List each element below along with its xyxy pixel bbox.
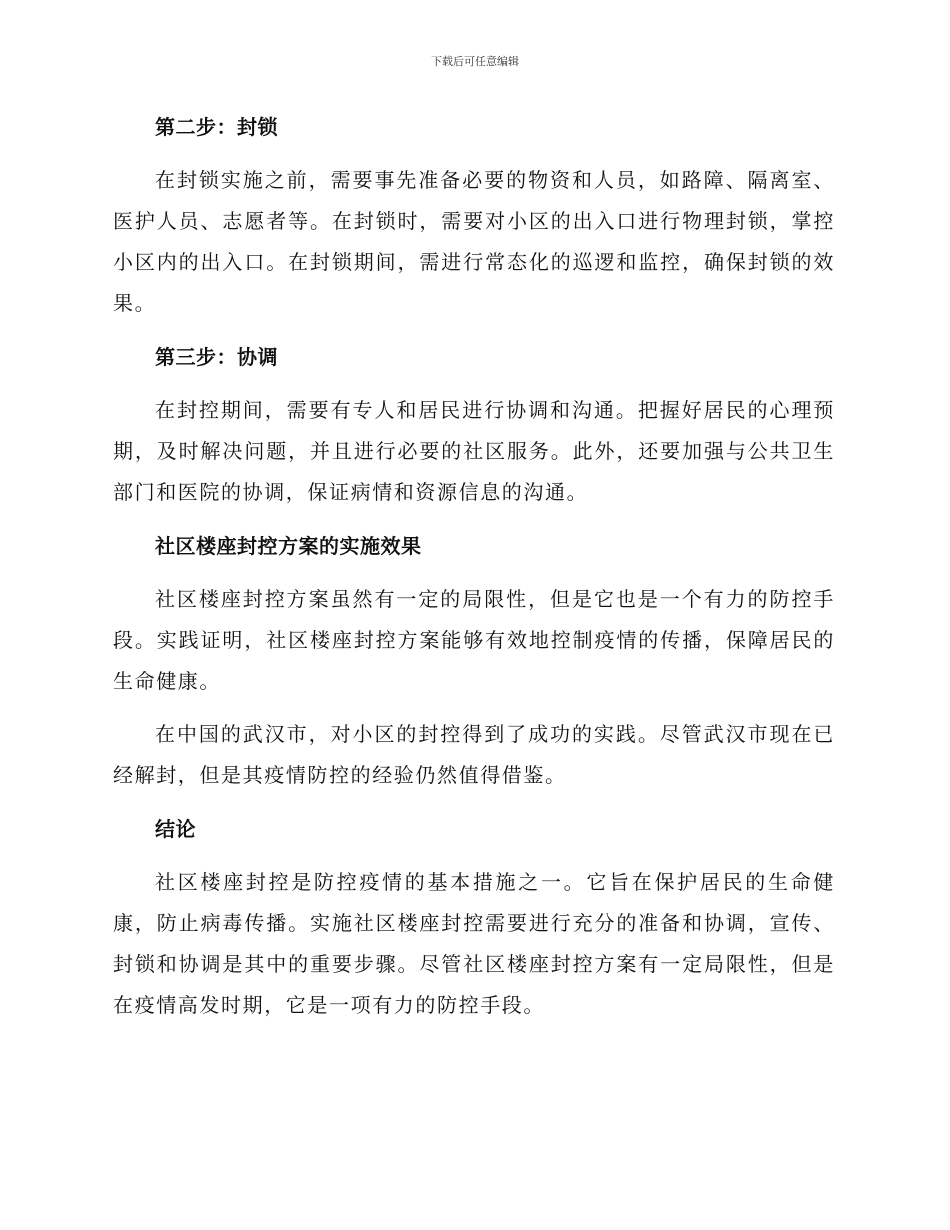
document-body <box>113 106 835 1038</box>
section-heading-effects: 社区楼座封控方案的实施效果 <box>155 534 422 558</box>
section-heading-step-three: 第三步：协调 <box>155 345 278 369</box>
paragraph-effects-2: 在中国的武汉市，对小区的封控得到了成功的实践。尽管武汉市现在已经解封，但是其疫情防控的经验仍然值得借鉴。 <box>113 722 835 787</box>
section-heading-conclusion: 结论 <box>155 817 196 841</box>
paragraph-effects-1: 社区楼座封控方案虽然有一定的局限性，但是它也是一个有力的防控手段。实践证明，社区楼座封控方案能够有效地控制疫情的传播，保障居民的生命健康。 <box>113 587 835 693</box>
paragraph-step-three: 在封控期间，需要有专人和居民进行协调和沟通。把握好居民的心理预期，及时解决问题，并且进行必要的社区服务。此外，还要加强与公共卫生部门和医院的协调，保证病情和资源信息的沟通。 <box>113 398 835 504</box>
section-heading-step-two: 第二步：封锁 <box>155 115 278 139</box>
paragraph-step-two: 在封锁实施之前，需要事先准备必要的物资和人员，如路障、隔离室、医护人员、志愿者等。在封锁时，需要对小区的出入口进行物理封锁，掌控小区内的出入口。在封锁期间，需进行常态化的巡逻和监控，确保封锁的效果。 <box>113 168 835 315</box>
paragraph-conclusion: 社区楼座封控是防控疫情的基本措施之一。它旨在保护居民的生命健康，防止病毒传播。实施社区楼座封控需要进行充分的准备和协调，宣传、封锁和协调是其中的重要步骤。尽管社区楼座封控方案有一定局限性，但是在疫情高发时期，它是一项有力的防控手段。 <box>113 870 835 1017</box>
page-header: 下载后可任意编辑 <box>431 55 519 68</box>
